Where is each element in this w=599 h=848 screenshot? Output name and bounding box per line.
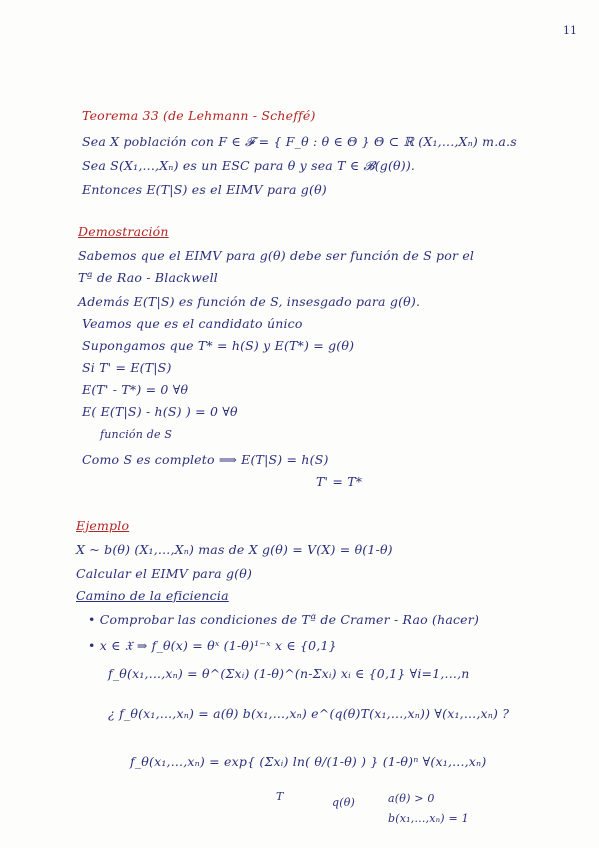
- example-line: • Comprobar las condiciones de Tª de Cramer - Rao (hacer): [88, 612, 480, 627]
- proof-line: Si T' = E(T|S): [82, 360, 172, 375]
- example-annotation-q: q(θ): [332, 796, 356, 809]
- example-line: ¿ f_θ(x₁,...,xₙ) = a(θ) b(x₁,...,xₙ) e^(q(θ)T(x₁,...,xₙ)) ∀(x₁,...,xₙ) ?: [108, 706, 510, 721]
- proof-line: E(T' - T*) = 0 ∀θ: [82, 382, 189, 397]
- theorem-line-1: Sea X población con F ∈ 𝓕 = { F_θ : θ ∈ Θ } Θ ⊂ ℝ (X₁,...,Xₙ) m.a.s: [82, 134, 517, 149]
- proof-line: Supongamos que T* = h(S) y E(T*) = g(θ): [82, 338, 355, 353]
- page-number: 11: [563, 24, 577, 37]
- example-line: • x ∈ 𝔛 ⇒ f_θ(x) = θˣ (1-θ)¹⁻ˣ x ∈ {0,1}: [88, 638, 337, 653]
- proof-line: Como S es completo ⟹ E(T|S) = h(S): [82, 452, 329, 467]
- example-annotation-b: b(x₁,...,xₙ) = 1: [388, 812, 469, 825]
- example-line: f_θ(x₁,...,xₙ) = exp{ (Σxᵢ) ln( θ/(1-θ) ) } (1-θ)ⁿ ∀(x₁,...,xₙ): [130, 754, 487, 769]
- proof-line: Además E(T|S) es función de S, insesgado para g(θ).: [78, 294, 421, 309]
- proof-note: función de S: [100, 428, 173, 441]
- proof-line: Sabemos que el EIMV para g(θ) debe ser función de S por el: [78, 248, 475, 263]
- theorem-line-2: Sea S(X₁,...,Xₙ) es un ESC para θ y sea T ∈ 𝓑(g(θ)).: [82, 158, 416, 173]
- proof-heading: Demostración: [78, 224, 169, 239]
- example-annotation-t: T: [276, 790, 284, 803]
- example-annotation-a: a(θ) > 0: [388, 792, 435, 805]
- proof-line: E( E(T|S) - h(S) ) = 0 ∀θ: [82, 404, 238, 419]
- theorem-heading: Teorema 33 (de Lehmann - Scheffé): [82, 108, 316, 123]
- example-line: Calcular el EIMV para g(θ): [76, 566, 253, 581]
- proof-line: T' = T*: [316, 474, 363, 489]
- theorem-line-3: Entonces E(T|S) es el EIMV para g(θ): [82, 182, 327, 197]
- example-line: X ~ b(θ) (X₁,...,Xₙ) mas de X g(θ) = V(X) = θ(1-θ): [76, 542, 393, 557]
- proof-line: Tª de Rao - Blackwell: [78, 270, 218, 285]
- example-heading: Ejemplo: [76, 518, 130, 533]
- proof-line: Veamos que es el candidato único: [82, 316, 303, 331]
- example-line: Camino de la eficiencia: [76, 588, 229, 603]
- example-line: f_θ(x₁,...,xₙ) = θ^(Σxᵢ) (1-θ)^(n-Σxᵢ) xᵢ ∈ {0,1} ∀i=1,...,n: [108, 666, 470, 681]
